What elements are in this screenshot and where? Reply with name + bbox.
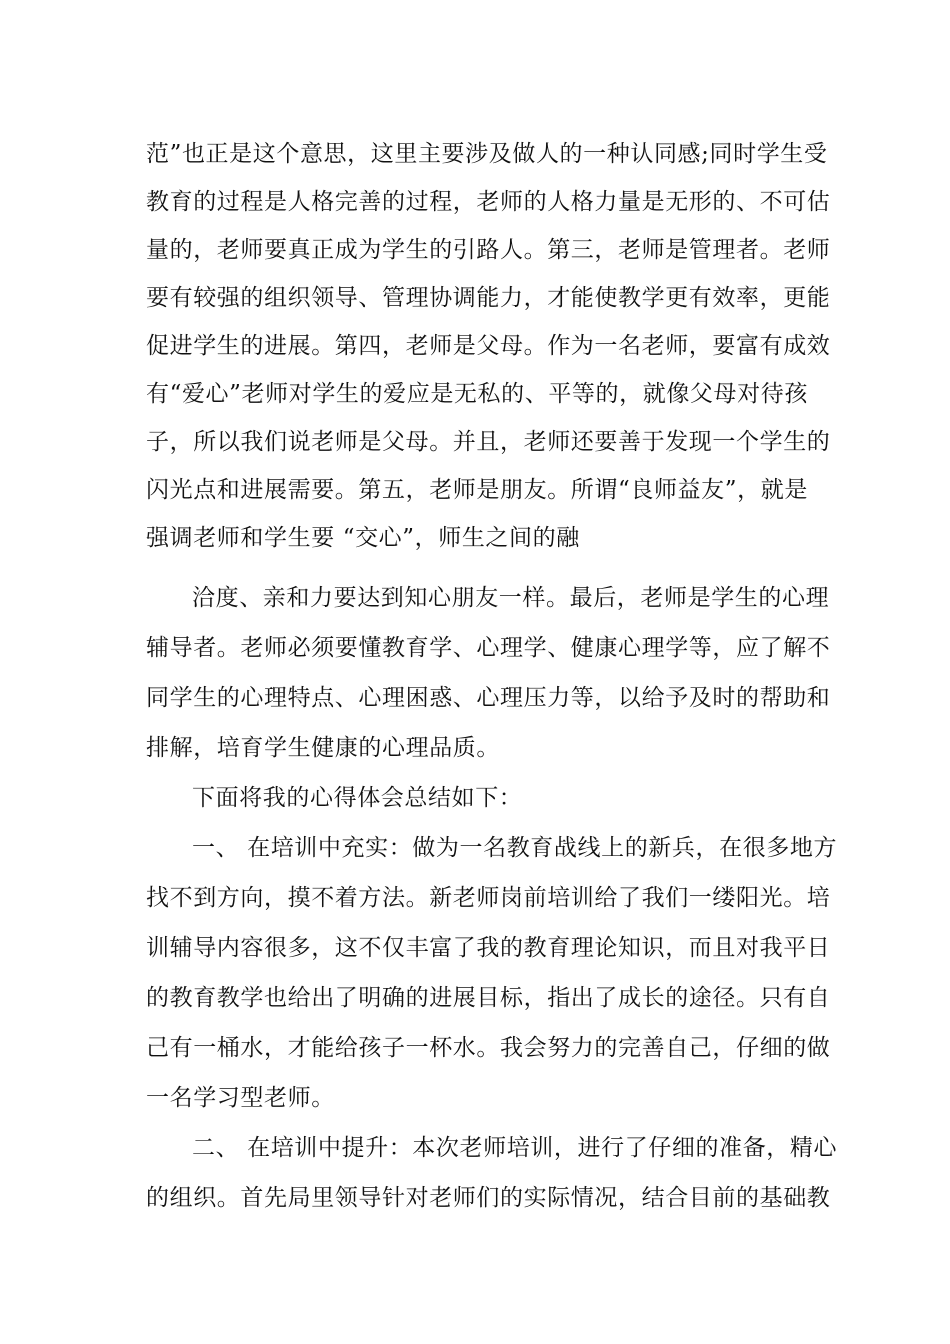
- text-line: 二、 在培训中提升：本次老师培训，进行了仔细的准备，精心: [192, 1135, 838, 1161]
- text-line: 有“爱心”老师对学生的爱应是无私的、平等的，就像父母对待孩: [146, 381, 808, 407]
- text-line: 一、 在培训中充实：做为一名教育战线上的新兵，在很多地方: [192, 835, 838, 861]
- text-line: 下面将我的心得体会总结如下：: [192, 785, 523, 811]
- text-line: 训辅导内容很多，这不仅丰富了我的教育理论知识，而且对我平日: [146, 935, 831, 961]
- text-line: 量的，老师要真正成为学生的引路人。第三，老师是管理者。老师: [146, 237, 831, 263]
- text-line: 找不到方向，摸不着方法。新老师岗前培训给了我们一缕阳光。培: [146, 885, 831, 911]
- text-line: 己有一桶水，才能给孩子一杯水。我会努力的完善自己，仔细的做: [146, 1035, 831, 1061]
- text-line: 强调老师和学生要 “交心”，师生之间的融: [146, 525, 580, 551]
- text-line: 同学生的心理特点、心理困惑、心理压力等，以给予及时的帮助和: [146, 685, 831, 711]
- text-line: 辅导者。老师必须要懂教育学、心理学、健康心理学等，应了解不: [146, 635, 831, 661]
- text-line: 子，所以我们说老师是父母。并且，老师还要善于发现一个学生的: [146, 429, 831, 455]
- text-line: 要有较强的组织领导、管理协调能力，才能使教学更有效率，更能: [146, 285, 831, 311]
- text-line: 一名学习型老师。: [146, 1085, 335, 1111]
- text-line: 的组织。首先局里领导针对老师们的实际情况，结合目前的基础教: [146, 1185, 831, 1211]
- text-line: 范”也正是这个意思，这里主要涉及做人的一种认同感;同时学生受: [146, 141, 828, 167]
- text-line: 排解，培育学生健康的心理品质。: [146, 735, 500, 761]
- text-line: 教育的过程是人格完善的过程，老师的人格力量是无形的、不可估: [146, 189, 831, 215]
- text-line: 促进学生的进展。第四，老师是父母。作为一名老师，要富有成效: [146, 333, 831, 359]
- text-line: 洽度、亲和力要达到知心朋友一样。最后，老师是学生的心理: [192, 585, 830, 611]
- text-line: 的教育教学也给出了明确的进展目标，指出了成长的途径。只有自: [146, 985, 831, 1011]
- text-line: 闪光点和进展需要。第五，老师是朋友。所谓“良师益友”，就是: [146, 477, 808, 503]
